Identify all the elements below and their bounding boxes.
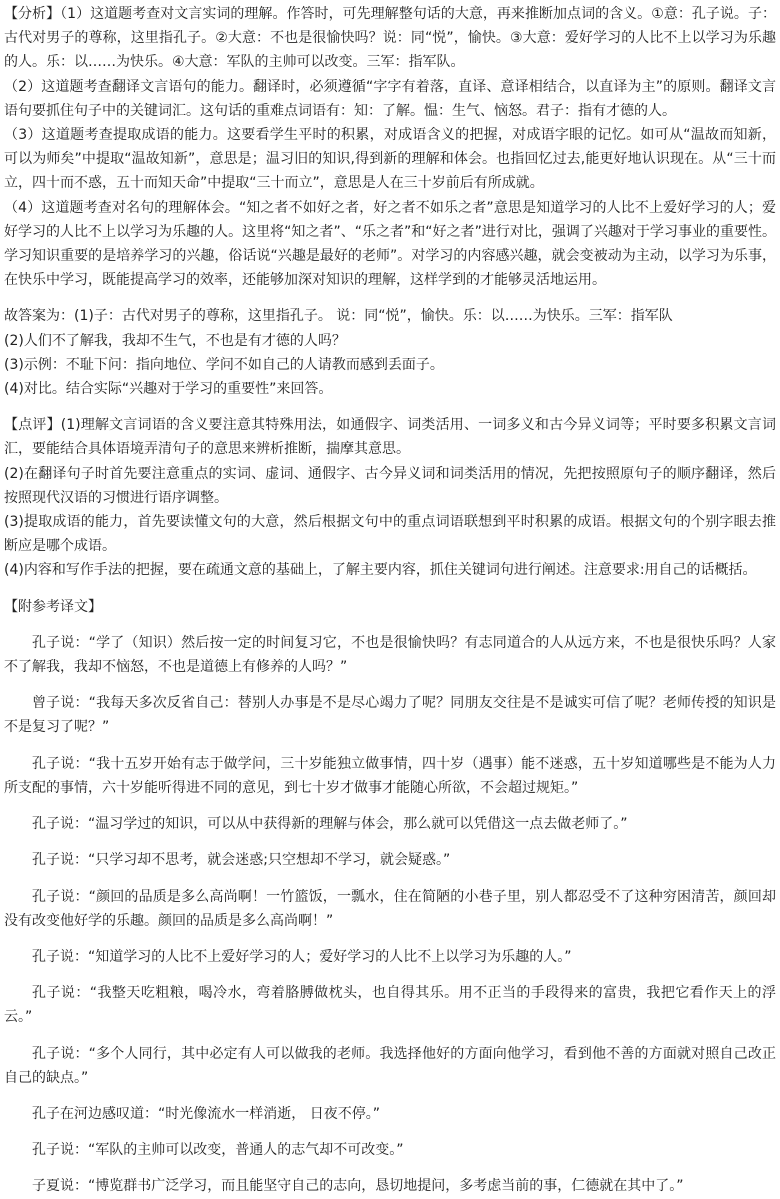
translation-paragraph: 孔子说：“只学习却不思考，就会迷惑;只空想却不学习，就会疑惑。” xyxy=(32,852,451,869)
analysis-paragraph: （2）这道题考查翻译文言语句的能力。翻译时，必须遵循“字字有着落，直译、意译相结合，以直译为主”的原则。翻译文言语句要抓住句子中的关键词汇。这句话的重难点词语有：知：了解。愠：生气、恼怒。君子：指有才德的人。 xyxy=(4,78,776,119)
answer-line: (2)人们不了解我，我却不生气，不也是有才德的人吗？ xyxy=(4,332,346,349)
translation-section xyxy=(4,631,776,1199)
analysis-paragraph: （3）这道题考查提取成语的能力。这要看学生平时的积累，对成语含义的把握，对成语字眼的记忆。如可从“温故而知新，可以为师矣”中提取“温故知新”，意思是；温习旧的知识,得到新的理解和体会。也指回忆过去,能更好地认识现在。从“三十而立，四十而不惑，五十而知天命”中提取“三十而立”，意思是人在三十岁前后有所成就。 xyxy=(4,127,776,192)
translation-paragraph: 孔子说：“我十五岁开始有志于做学问，三十岁能独立做事情，四十岁（遇事）能不迷惑，五十岁知道哪些是不能为人力所支配的事情，六十岁能听得进不同的意见，到七十岁才做事才能随心所欲，不会超过规矩。” xyxy=(4,755,776,796)
answer-line: 故答案为：(1)子：古代对男子的尊称，这里指孔子。 说：同“悦”，愉快。乐：以……为快乐。三军：指军队 xyxy=(4,308,673,325)
section-gap xyxy=(4,619,776,631)
translation-paragraph: 孔子说：“知道学习的人比不上爱好学习的人；爱好学习的人比不上以学习为乐趣的人。” xyxy=(32,948,572,965)
translation-heading-block xyxy=(4,595,776,619)
section-gap xyxy=(4,583,776,595)
translation-paragraph: 孔子说：“学了（知识）然后按一定的时间复习它，不也是很愉快吗？有志同道合的人从远方来，不也是很快乐吗？人家不了解我，我却不恼怒，不也是道德上有修养的人吗？” xyxy=(4,634,776,676)
analysis-paragraph: （4）这道题考查对名句的理解体会。“知之者不如好之者，好之者不如乐之者”意思是知道学习的人比不上爱好学习的人；爱好学习的人比不上以学习为乐趣的人。这里将“知之者”、“乐之者”和“好之者”进行对比，强调了兴趣对于学习事业的重要性。学习知识重要的是培养学习的兴趣，俗话说“兴趣是最好的老师”。对学习的内容感兴趣，就会变被动为主动，以学习为乐事，在快乐中学习，既能提高学习的效率，还能够加深对知识的理解，这样学到的才能够灵活地运用。 xyxy=(4,199,776,289)
translation-paragraph: 孔子说：“温习学过的知识，可以从中获得新的理解与体会，那么就可以凭借这一点去做老师了。” xyxy=(32,816,628,833)
translation-paragraph: 孔子在河边感叹道：“时光像流水一样消逝， 日夜不停。” xyxy=(32,1105,380,1122)
section-gap xyxy=(4,292,776,304)
translation-paragraph: 孔子说：“军队的主帅可以改变，普通人的志气却不可改变。” xyxy=(32,1142,404,1159)
comment-paragraph: (2)在翻译句子时首先要注意重点的实词、虚词、通假字、古今异义词和词类活用的情况，先把按照原句子的顺序翻译，然后按照现代汉语的习惯进行语序调整。 xyxy=(4,465,776,506)
section-gap xyxy=(4,401,776,413)
translation-paragraph: 孔子说：“颜回的品质是多么高尚啊！一竹篮饭，一瓢水，住在简陋的小巷子里，别人都忍受不了这种穷困清苦，颜回却没有改变他好学的乐趣。颜回的品质是多么高尚啊！” xyxy=(4,888,776,929)
translation-paragraph: 孔子说：“我整天吃粗粮，喝冷水，弯着胳膊做枕头，也自得其乐。用不正当的手段得来的富贵，我把它看作天上的浮云。” xyxy=(4,985,776,1026)
translation-paragraph: 曾子说：“我每天多次反省自己：替别人办事是不是尽心竭力了呢？同朋友交往是不是诚实可信了呢？老师传授的知识是不是复习了呢？” xyxy=(4,695,776,736)
analysis-paragraph: 【分析】（1）这道题考查对文言实词的理解。作答时，可先理解整句话的大意，再来推断加点词的含义。①意：孔子说。子：古代对男子的尊称，这里指孔子。②大意：不也是很愉快吗？说：同“悦”，愉快。③大意：爱好学习的人比不上以学习为乐趣的人。乐：以……为快乐。④大意：军队的主帅可以改变。三军：指军队。 xyxy=(4,6,776,71)
comment-paragraph: 【点评】(1)理解文言词语的含义要注意其特殊用法，如通假字、词类活用、一词多义和古今异义词等；平时要多积累文言词汇，要能结合具体语境弄清句子的意思来辨析推断，揣摩其意思。 xyxy=(4,417,776,458)
comment-section xyxy=(4,413,776,582)
translation-paragraph: 孔子说：“多个人同行，其中必定有人可以做我的老师。我选择他好的方面向他学习，看到他不善的方面就对照自己改正自己的缺点。” xyxy=(4,1045,776,1086)
translation-heading: 【附参考译文】 xyxy=(4,598,102,615)
comment-paragraph: (3)提取成语的能力，首先要读懂文句的大意，然后根据文句中的重点词语联想到平时积累的成语。根据文句的个别字眼去推断应是哪个成语。 xyxy=(4,514,776,555)
translation-paragraph: 子夏说：“博览群书广泛学习，而且能坚守自己的志向，恳切地提问，多考虑当前的事，仁德就在其中了。” xyxy=(32,1178,684,1195)
answer-section xyxy=(4,304,776,401)
comment-paragraph: (4)内容和写作手法的把握，要在疏通文意的基础上，了解主要内容，抓住关键词句进行阐述。注意要求:用自己的话概括。 xyxy=(4,562,757,579)
analysis-section xyxy=(4,2,776,292)
answer-line: (3)示例：不耻下问：指向地位、学问不如自己的人请教而感到丢面子。 xyxy=(4,356,444,373)
answer-line: (4)对比。结合实际“兴趣对于学习的重要性”来回答。 xyxy=(4,381,333,398)
